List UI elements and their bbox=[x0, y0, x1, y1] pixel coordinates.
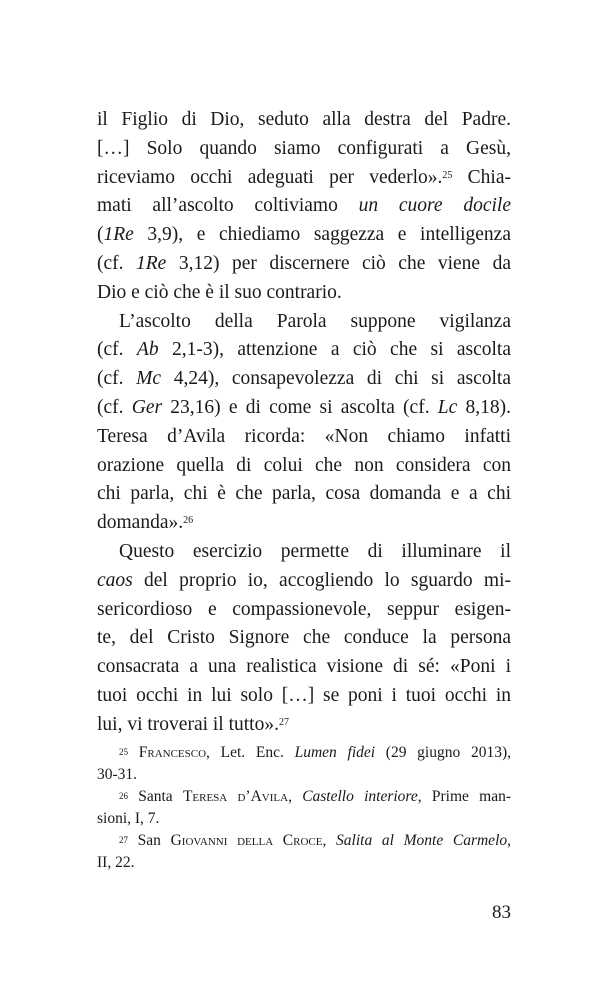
footnote-line bbox=[97, 808, 511, 830]
text-segment: Ger bbox=[131, 396, 163, 418]
text-segment: 3,9), e chiediamo saggezza e intelligenza bbox=[133, 224, 511, 246]
text-segment: Questo esercizio permette di illuminare il bbox=[119, 540, 511, 562]
text-line bbox=[97, 106, 511, 135]
footnote-ref: 25 bbox=[442, 169, 453, 181]
text-line bbox=[97, 682, 511, 711]
text-segment: , bbox=[507, 832, 511, 849]
text-segment: L’ascolto della Parola suppone vigilanza bbox=[119, 310, 511, 332]
text-line bbox=[97, 596, 511, 625]
text-line bbox=[97, 336, 511, 365]
text-segment: 30-31. bbox=[97, 766, 138, 783]
text-segment: Castello interiore bbox=[302, 788, 418, 805]
text-segment: Lc bbox=[437, 396, 458, 418]
text-segment: Lumen fidei bbox=[294, 744, 376, 761]
text-segment: 1Re bbox=[103, 224, 134, 246]
text-segment: il Figlio di Dio, seduto alla destra del Padre. bbox=[97, 109, 511, 130]
footnote-line bbox=[97, 742, 511, 764]
text-segment: sericordioso e compassionevole, seppur esigen- bbox=[97, 598, 511, 620]
footnote-ref: 25 bbox=[119, 747, 128, 757]
text-segment: orazione quella di colui che non considera con bbox=[97, 454, 511, 476]
text-segment: Santa bbox=[128, 788, 183, 805]
text-segment: caos bbox=[97, 569, 133, 591]
text-segment: Giovanni della Croce bbox=[170, 832, 323, 849]
text-segment: 2,1-3), attenzione a ciò che si ascolta bbox=[158, 339, 511, 361]
text-segment: 1Re bbox=[136, 252, 167, 274]
footnote-ref: 26 bbox=[119, 791, 128, 801]
text-segment: te, del Cristo Signore che conduce la persona bbox=[97, 627, 511, 649]
text-line bbox=[97, 624, 511, 653]
text-segment: tuoi occhi in lui solo […] se poni i tuoi occhi in bbox=[97, 684, 511, 706]
text-line bbox=[97, 394, 511, 423]
text-segment: (cf. bbox=[97, 252, 137, 274]
footnote-ref: 27 bbox=[119, 835, 128, 845]
text-segment: riceviamo occhi adeguati per vederlo». bbox=[97, 166, 443, 188]
text-segment: (cf. bbox=[97, 368, 137, 390]
footnote-line bbox=[97, 830, 511, 852]
text-line bbox=[97, 452, 511, 481]
text-segment: 8,18). bbox=[457, 396, 511, 418]
text-segment: un cuore docile bbox=[358, 195, 512, 217]
footnote-line bbox=[97, 764, 511, 786]
text-segment: […] Solo quando siamo configurati a Gesù, bbox=[97, 137, 511, 159]
text-segment: , bbox=[322, 832, 337, 849]
footnotes bbox=[97, 742, 511, 874]
text-segment: Teresa d’Avila ricorda: «Non chiamo infatti bbox=[97, 425, 511, 447]
text-segment: Francesco bbox=[138, 744, 207, 761]
footnote-line bbox=[97, 852, 511, 874]
text-segment: Ab bbox=[136, 339, 159, 361]
text-segment: lui, vi troverai il tutto». bbox=[97, 713, 279, 735]
text-line bbox=[97, 423, 511, 452]
text-segment: , Prime man- bbox=[417, 788, 512, 805]
text-line bbox=[97, 509, 511, 538]
body-text bbox=[97, 106, 511, 740]
footnote-ref: 27 bbox=[278, 716, 289, 728]
text-segment: chi parla, chi è che parla, cosa domanda e a chi bbox=[97, 483, 511, 505]
text-line bbox=[97, 135, 511, 164]
text-segment: San bbox=[128, 832, 171, 849]
text-segment: (cf. bbox=[97, 396, 132, 418]
text-line bbox=[97, 164, 511, 193]
text-segment: sioni, I, 7. bbox=[97, 810, 160, 827]
text-segment: Chia- bbox=[452, 166, 511, 188]
text-line bbox=[97, 250, 511, 279]
text-segment: 3,12) per discernere ciò che viene da bbox=[166, 252, 511, 274]
text-line bbox=[97, 538, 511, 567]
text-segment bbox=[128, 744, 139, 761]
text-line bbox=[97, 308, 511, 337]
page-number: 83 bbox=[492, 902, 511, 923]
text-segment: (29 giugno 2013), bbox=[375, 744, 511, 761]
text-segment: domanda». bbox=[97, 512, 184, 534]
text-segment: Salita al Monte Carmelo bbox=[336, 832, 508, 849]
text-line bbox=[97, 221, 511, 250]
text-line bbox=[97, 192, 511, 221]
text-segment: Teresa d’Avila bbox=[182, 788, 289, 805]
text-line bbox=[97, 480, 511, 509]
text-segment: (cf. bbox=[97, 339, 137, 361]
text-segment: 4,24), consapevolezza di chi si ascolta bbox=[161, 368, 511, 390]
footnote-line bbox=[97, 786, 511, 808]
text-segment: 23,16) e di come si ascolta (cf. bbox=[162, 396, 438, 418]
text-line bbox=[97, 653, 511, 682]
text-line bbox=[97, 365, 511, 394]
text-segment: , bbox=[288, 788, 303, 805]
text-segment: Mc bbox=[136, 368, 162, 390]
text-line bbox=[97, 279, 511, 308]
text-line bbox=[97, 711, 511, 740]
footnote-ref: 26 bbox=[183, 515, 194, 527]
text-segment: del proprio io, accogliendo lo sguardo mi- bbox=[132, 569, 511, 591]
text-segment: ( bbox=[97, 224, 104, 246]
text-segment: , Let. Enc. bbox=[206, 744, 295, 761]
text-segment: II, 22. bbox=[97, 854, 135, 871]
text-line bbox=[97, 567, 511, 596]
text-segment: Dio e ciò che è il suo contrario. bbox=[97, 281, 342, 303]
text-segment: mati all’ascolto coltiviamo bbox=[97, 195, 359, 217]
text-segment: consacrata a una realistica visione di sé: «Poni i bbox=[97, 656, 511, 678]
